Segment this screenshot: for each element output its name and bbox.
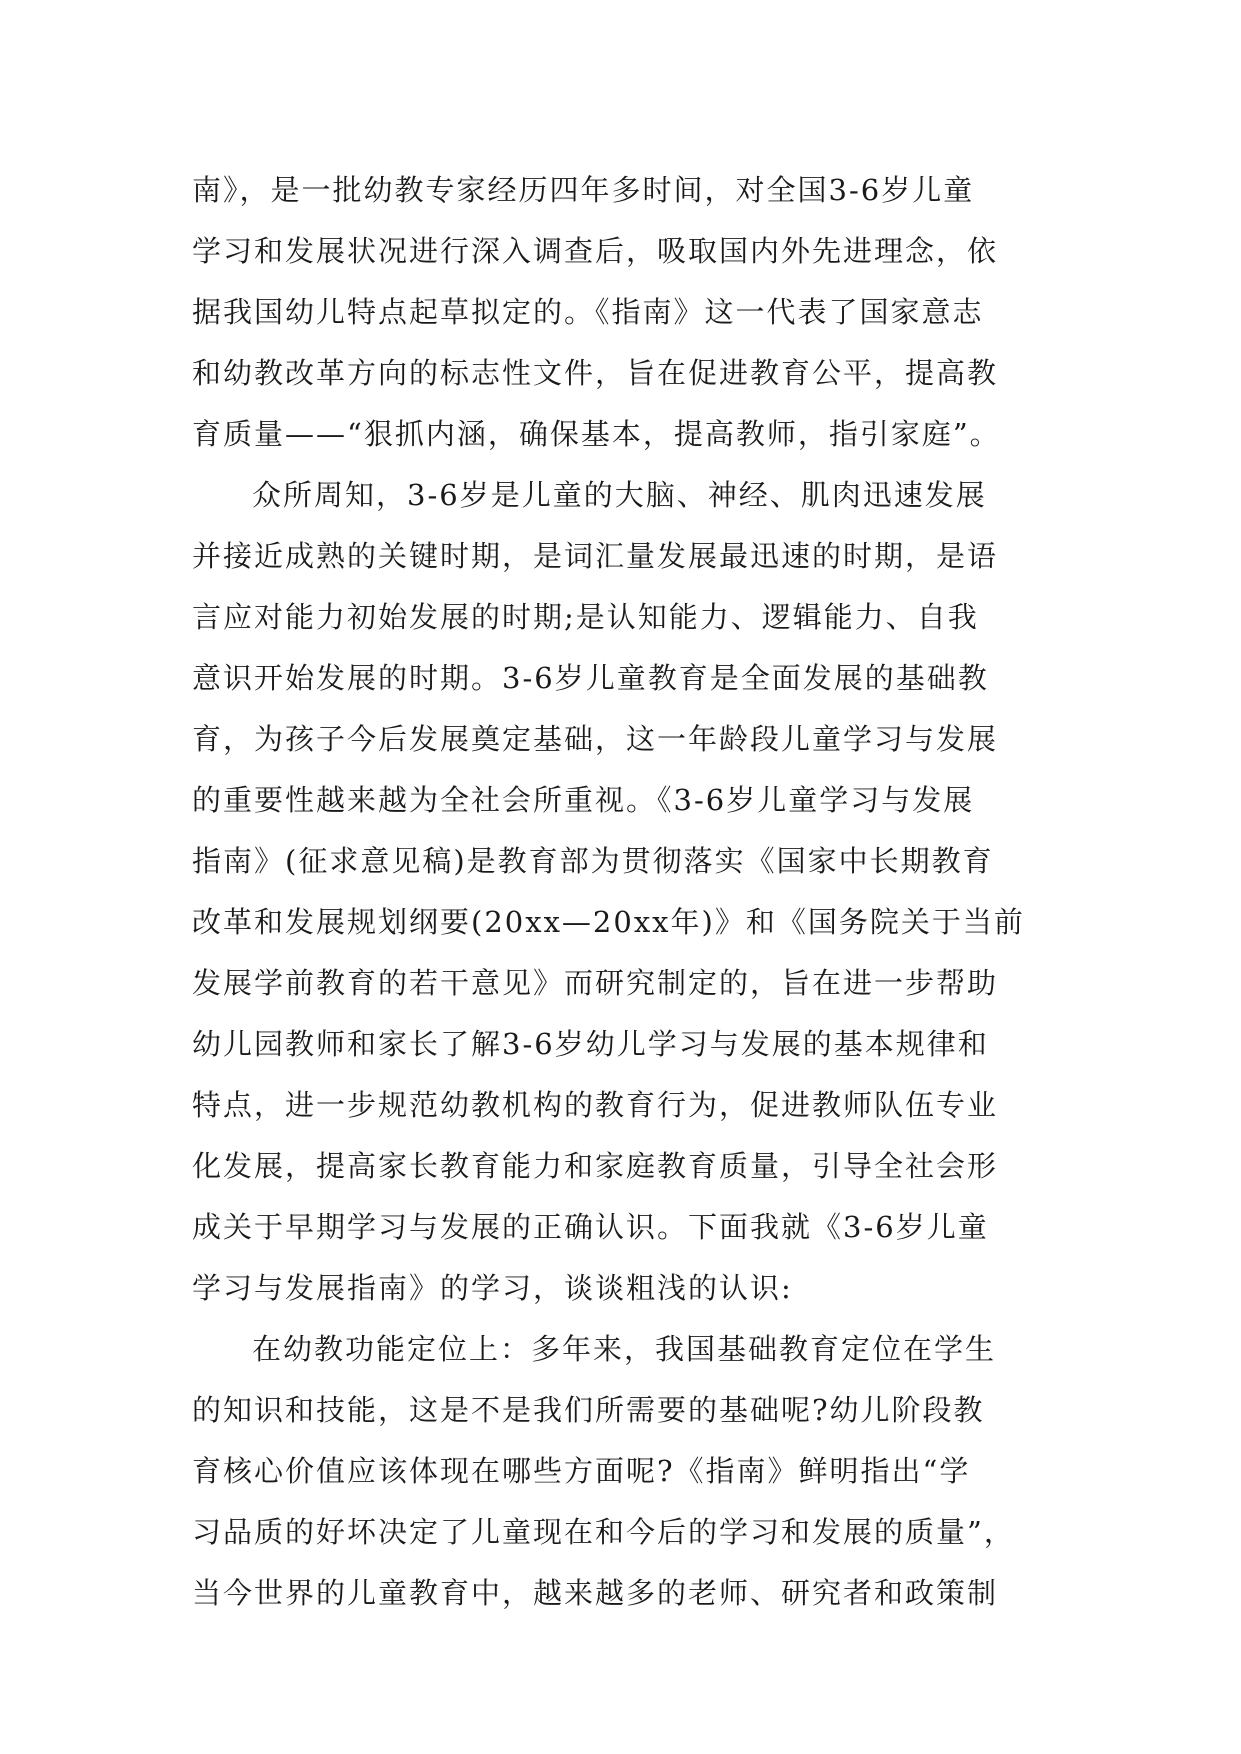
text-line: 和幼教改革方向的标志性文件，旨在促进教育公平，提高教 bbox=[192, 356, 999, 390]
text-line: 众所周知，3-6岁是儿童的大脑、神经、肌肉迅速发展 bbox=[252, 478, 987, 512]
text-line: 特点，进一步规范幼教机构的教育行为，促进教师队伍专业 bbox=[192, 1088, 999, 1122]
text-line: 的知识和技能，这是不是我们所需要的基础呢?幼儿阶段教 bbox=[192, 1393, 985, 1427]
text-line: 育核心价值应该体现在哪些方面呢?《指南》鲜明指出“学 bbox=[192, 1454, 971, 1488]
text-line: 发展学前教育的若干意见》而研究制定的，旨在进一步帮助 bbox=[192, 966, 999, 1000]
text-line: 学习和发展状况进行深入调查后，吸取国内外先进理念，依 bbox=[192, 234, 999, 268]
text-line: 在幼教功能定位上：多年来，我国基础教育定位在学生 bbox=[252, 1332, 997, 1366]
text-line: 育，为孩子今后发展奠定基础，这一年龄段儿童学习与发展 bbox=[192, 722, 999, 756]
text-line: 习品质的好坏决定了儿童现在和今后的学习和发展的质量”， bbox=[192, 1515, 1015, 1549]
text-line: 改革和发展规划纲要(20xx—20xx年)》和《国务院关于当前 bbox=[192, 905, 1025, 939]
text-line: 并接近成熟的关键时期，是词汇量发展最迅速的时期，是语 bbox=[192, 539, 999, 573]
body-text bbox=[192, 160, 1052, 1624]
text-line: 学习与发展指南》的学习，谈谈粗浅的认识: bbox=[192, 1271, 793, 1305]
text-line: 成关于早期学习与发展的正确认识。下面我就《3-6岁儿童 bbox=[192, 1210, 989, 1244]
text-line: 当今世界的儿童教育中，越来越多的老师、研究者和政策制 bbox=[192, 1576, 999, 1610]
text-line: 意识开始发展的时期。3-6岁儿童教育是全面发展的基础教 bbox=[192, 661, 989, 695]
text-line: 南》，是一批幼教专家经历四年多时间，对全国3-6岁儿童 bbox=[192, 173, 975, 207]
text-line: 育质量——“狠抓内涵，确保基本，提高教师，指引家庭”。 bbox=[192, 417, 1001, 451]
text-line: 幼儿园教师和家长了解3-6岁幼儿学习与发展的基本规律和 bbox=[192, 1027, 989, 1061]
text-line: 言应对能力初始发展的时期;是认知能力、逻辑能力、自我 bbox=[192, 600, 979, 634]
text-line: 指南》(征求意见稿)是教育部为贯彻落实《国家中长期教育 bbox=[192, 844, 994, 878]
text-line: 的重要性越来越为全社会所重视。《3-6岁儿童学习与发展 bbox=[192, 783, 975, 817]
text-line: 化发展，提高家长教育能力和家庭教育质量，引导全社会形 bbox=[192, 1149, 999, 1183]
text-line: 据我国幼儿特点起草拟定的。《指南》这一代表了国家意志 bbox=[192, 295, 984, 329]
